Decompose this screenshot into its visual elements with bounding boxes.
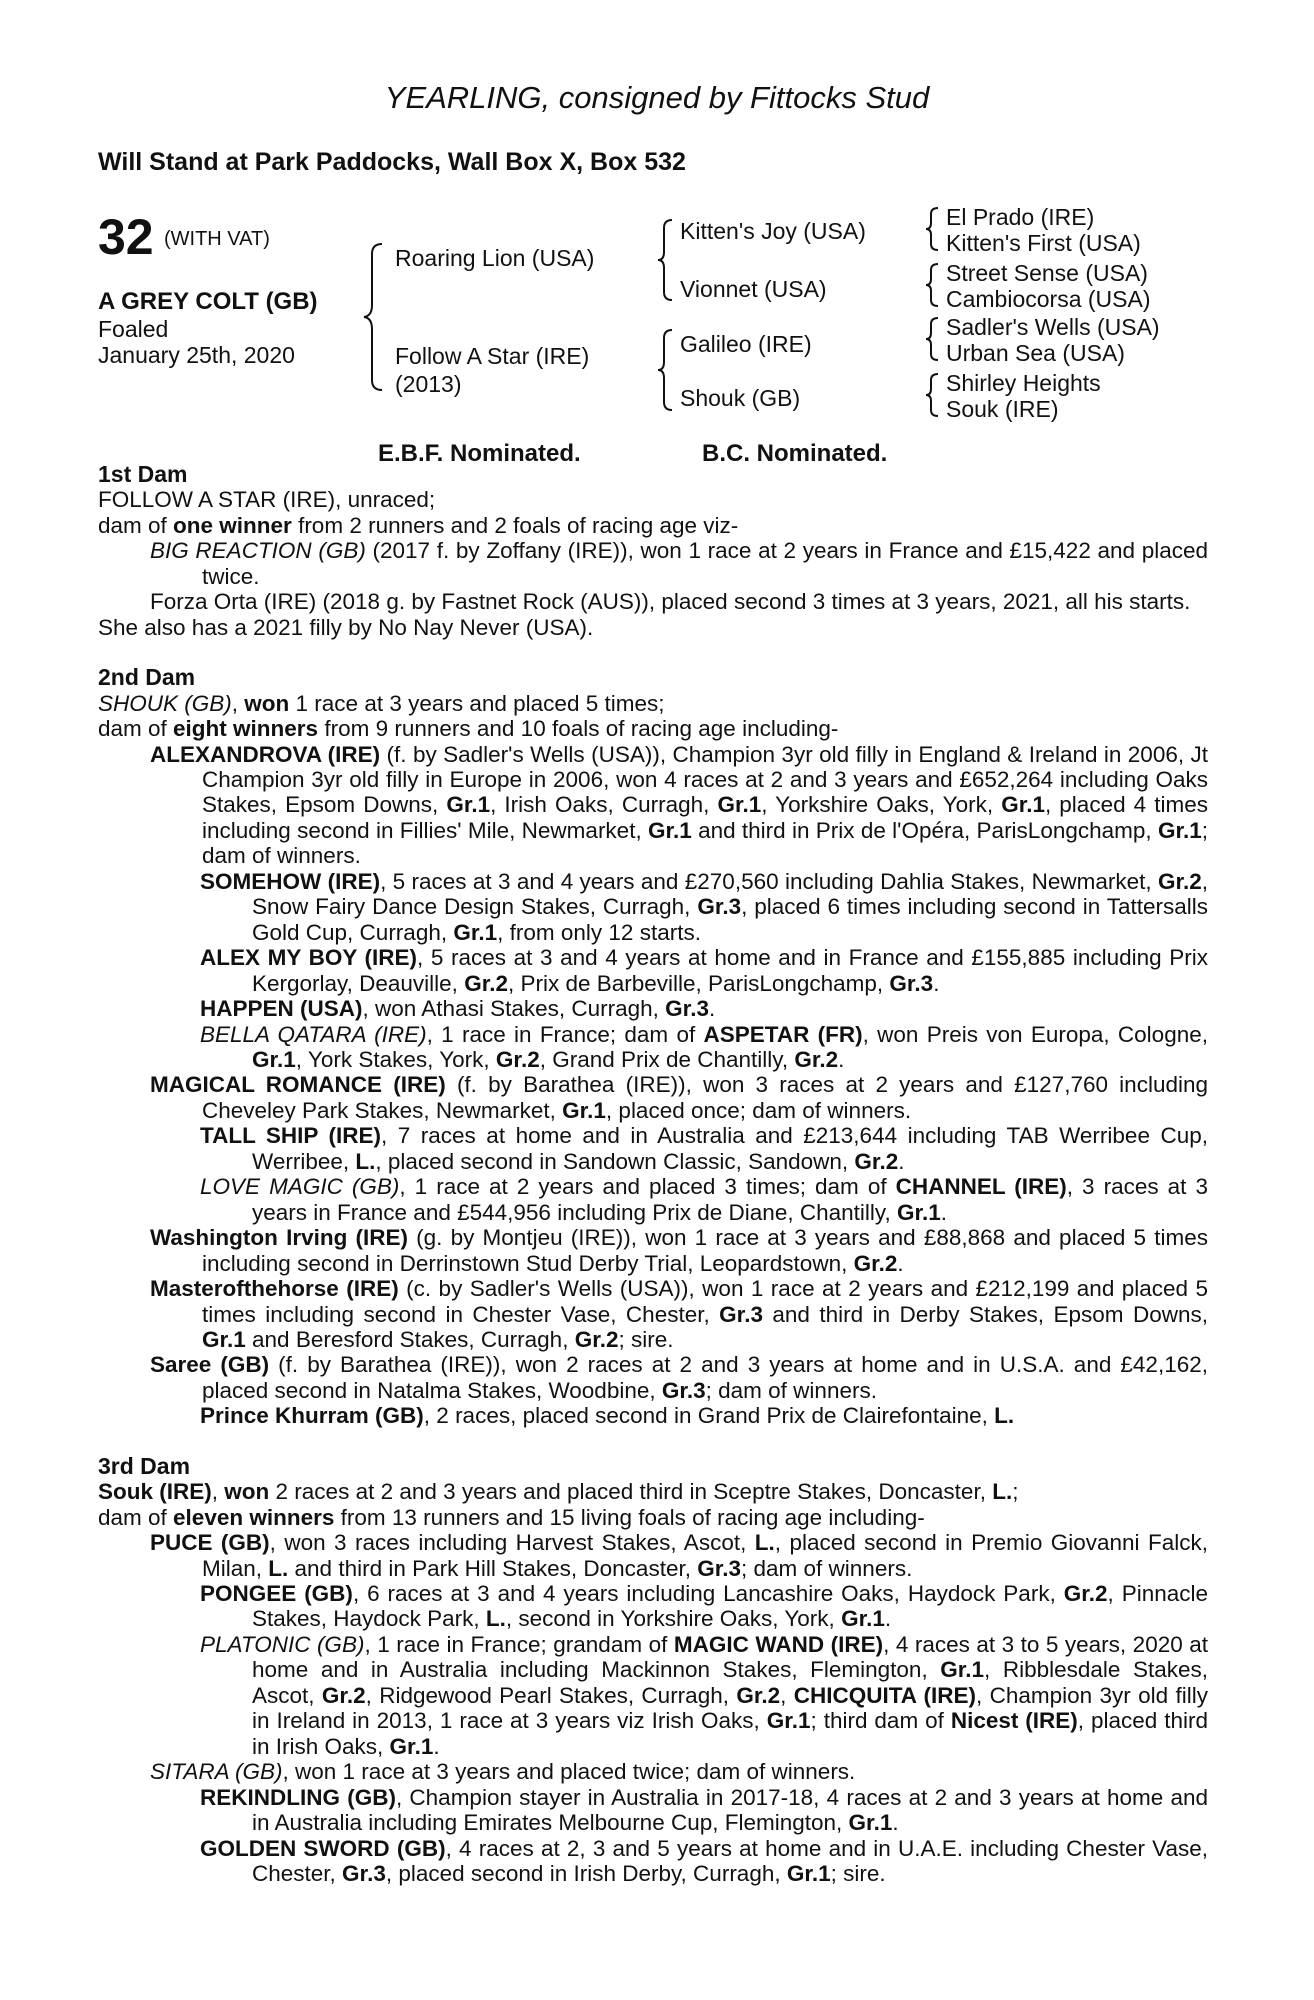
first-dam-note: She also has a 2021 filly by No Nay Never (USA).	[98, 614, 594, 640]
first-dam-produce-1: BIG REACTION (GB) (2017 f. by Zoffany (IRE)), won 1 race at 2 years in France and £15,422 and placed twice.	[150, 538, 1209, 589]
pedigree-notes	[98, 462, 1208, 1886]
pedigree-dam-year: (2013)	[395, 371, 462, 397]
lot-vat: (WITH VAT)	[164, 228, 270, 250]
pedigree-brace-g3-4	[924, 372, 940, 418]
entry-tall-ship: TALL SHIP (IRE), 7 races at home and in Australia and £213,644 including TAB Werribee Cup, Werribee, L., placed second in Sandown Classic, Sandown, Gr.2.	[200, 1123, 1208, 1174]
entry-prince-khurram: Prince Khurram (GB), 2 races, placed second in Grand Prix de Clairefontaine, L.	[200, 1403, 1015, 1429]
pedigree-g3-7: Shirley Heights	[946, 370, 1101, 396]
pedigree-sire-dam: Vionnet (USA)	[680, 276, 827, 302]
pedigree-brace-dam	[656, 328, 674, 412]
entry-pongee: PONGEE (GB), 6 races at 3 and 4 years including Lancashire Oaks, Haydock Park, Gr.2, Pinnacle Stakes, Haydock Park, L., second in Yorkshire Oaks, York, Gr.1.	[200, 1581, 1209, 1632]
horse-description: A GREY COLT (GB)	[98, 288, 318, 315]
lot-number: 32	[98, 209, 154, 265]
ebf-nomination: E.B.F. Nominated.	[378, 440, 581, 467]
pedigree-dam: Follow A Star (IRE)	[395, 343, 590, 369]
entry-bella-qatara: BELLA QATARA (IRE), 1 race in France; dam of ASPETAR (FR), won Preis von Europa, Cologne, Gr.1, York Stakes, York, Gr.2, Grand Prix de Chantilly, Gr.2.	[200, 1021, 1208, 1072]
second-dam-heading: 2nd Dam	[98, 664, 196, 691]
entry-saree: Saree (GB) (f. by Barathea (IRE)), won 2 races at 2 and 3 years at home and in U.S.A. and £42,162, placed second in Natalma Stakes, Woodbine, Gr.3; dam of winners.	[150, 1352, 1208, 1403]
pedigree-sire: Roaring Lion (USA)	[395, 245, 595, 271]
first-dam-heading: 1st Dam	[98, 461, 188, 487]
entry-somehow: SOMEHOW (IRE), 5 races at 3 and 4 years and £270,560 including Dahlia Stakes, Newmarket, Gr.2, Snow Fairy Dance Design Stakes, Curragh, Gr.3, placed 6 times including second in Tattersalls Gold Cup, Curragh, Gr.1, from only 12 starts.	[200, 868, 1208, 945]
entry-puce: PUCE (GB), won 3 races including Harvest Stakes, Ascot, L., placed second in Premio Giovanni Falck, Milan, L. and third in Park Hill Stakes, Doncaster, Gr.3; dam of winners.	[150, 1530, 1208, 1581]
pedigree-g3-2: Kitten's First (USA)	[946, 230, 1141, 256]
third-dam-heading: 3rd Dam	[98, 1452, 191, 1479]
third-dam-summary: dam of eleven winners from 13 runners and 15 living foals of racing age including-	[98, 1504, 925, 1530]
pedigree-brace-g3-3	[924, 316, 940, 362]
entry-happen: HAPPEN (USA), won Athasi Stakes, Curragh, Gr.3.	[200, 996, 716, 1022]
pedigree-g3-8: Souk (IRE)	[946, 396, 1059, 422]
pedigree-g3-6: Urban Sea (USA)	[946, 340, 1125, 366]
foaled-date: January 25th, 2020	[98, 342, 295, 368]
entry-magical-romance: MAGICAL ROMANCE (IRE) (f. by Barathea (IRE)), won 3 races at 2 years and £127,760 including Cheveley Park Stakes, Newmarket, Gr.1, placed once; dam of winners.	[150, 1072, 1208, 1123]
pedigree-g3-4: Cambiocorsa (USA)	[946, 286, 1151, 312]
entry-masterofthehorse: Masterofthehorse (IRE) (c. by Sadler's Wells (USA)), won 1 race at 2 years and £212,199 and placed 5 times including second in Chester Vase, Chester, Gr.3 and third in Derby Stakes, Epsom Downs, Gr.1 and Beresford Stakes, Curragh, Gr.2; sire.	[150, 1276, 1208, 1352]
pedigree-g3-5: Sadler's Wells (USA)	[946, 314, 1160, 340]
entry-rekindling: REKINDLING (GB), Champion stayer in Australia in 2017-18, 4 races at 2 and 3 years at home and in Australia including Emirates Melbourne Cup, Flemington, Gr.1.	[200, 1784, 1208, 1836]
second-dam-intro: SHOUK (GB), won 1 race at 3 years and placed 5 times;	[98, 690, 665, 716]
first-dam-summary: dam of one winner from 2 runners and 2 foals of racing age viz-	[98, 512, 739, 538]
entry-platonic: PLATONIC (GB), 1 race in France; grandam of MAGIC WAND (IRE), 4 races at 3 to 5 years, 2020 at home and in Australia including Mackinnon Stakes, Flemington, Gr.1, Ribblesdale Stakes, Ascot, Gr.2, Ridgewood Pearl Stakes, Curragh, Gr.2, CHICQUITA (IRE), Champion 3yr old filly in Ireland in 2013, 1 race at 3 years viz Irish Oaks, Gr.1; third dam of Nicest (IRE), placed third in Irish Oaks, Gr.1.	[200, 1631, 1208, 1759]
foaled-label: Foaled	[98, 316, 169, 342]
entry-alexandrova: ALEXANDROVA (IRE) (f. by Sadler's Wells (USA)), Champion 3yr old filly in England & Ireland in 2006, Jt Champion 3yr old filly in Europe in 2006, won 4 races at 2 and 3 years and £652,264 including Oaks Stakes, Epsom Downs, Gr.1, Irish Oaks, Curragh, Gr.1, Yorkshire Oaks, York, Gr.1, placed 4 times including second in Fillies' Mile, Newmarket, Gr.1 and third in Prix de l'Opéra, ParisLongchamp, Gr.1; dam of winners.	[150, 741, 1209, 869]
pedigree-brace-g3-2	[924, 262, 940, 308]
bc-nomination: B.C. Nominated.	[702, 440, 888, 467]
entry-golden-sword: GOLDEN SWORD (GB), 4 races at 2, 3 and 5 years at home and in U.A.E. including Chester Vase, Chester, Gr.3, placed second in Irish Derby, Curragh, Gr.1; sire.	[200, 1835, 1209, 1887]
pedigree-sire-sire: Kitten's Joy (USA)	[680, 218, 866, 244]
stand-location: Will Stand at Park Paddocks, Wall Box X, Box 532	[98, 148, 686, 176]
pedigree-dam-sire: Galileo (IRE)	[680, 331, 812, 357]
third-dam-intro: Souk (IRE), won 2 races at 2 and 3 years and placed third in Sceptre Stakes, Doncaster, L.;	[98, 1479, 1019, 1505]
entry-love-magic: LOVE MAGIC (GB), 1 race at 2 years and placed 3 times; dam of CHANNEL (IRE), 3 races at 3 years in France and £544,956 including Prix de Diane, Chantilly, Gr.1.	[200, 1174, 1208, 1225]
pedigree-g3-1: El Prado (IRE)	[946, 204, 1095, 230]
pedigree-brace-g3-1	[924, 206, 940, 252]
entry-sitara: SITARA (GB), won 1 race at 3 years and placed twice; dam of winners.	[150, 1759, 856, 1785]
pedigree-brace-main	[362, 242, 384, 392]
first-dam-intro: FOLLOW A STAR (IRE), unraced;	[98, 487, 436, 513]
entry-alex-my-boy: ALEX MY BOY (IRE), 5 races at 3 and 4 years at home and in France and £155,885 including Prix Kergorlay, Deauville, Gr.2, Prix de Barbeville, ParisLongchamp, Gr.3.	[200, 945, 1208, 996]
catalogue-header: YEARLING, consigned by Fittocks Stud	[384, 80, 930, 115]
first-dam-produce-2: Forza Orta (IRE) (2018 g. by Fastnet Rock (AUS)), placed second 3 times at 3 years, 2021, all his starts.	[150, 589, 1191, 615]
pedigree-dam-dam: Shouk (GB)	[680, 385, 801, 411]
pedigree-brace-sire	[656, 218, 674, 302]
entry-washington-irving: Washington Irving (IRE) (g. by Montjeu (IRE)), won 1 race at 3 years and £88,868 and placed 5 times including second in Derrinstown Stud Derby Trial, Leopardstown, Gr.2.	[150, 1225, 1208, 1276]
pedigree-g3-3: Street Sense (USA)	[946, 260, 1148, 286]
second-dam-summary: dam of eight winners from 9 runners and 10 foals of racing age including-	[98, 716, 839, 742]
